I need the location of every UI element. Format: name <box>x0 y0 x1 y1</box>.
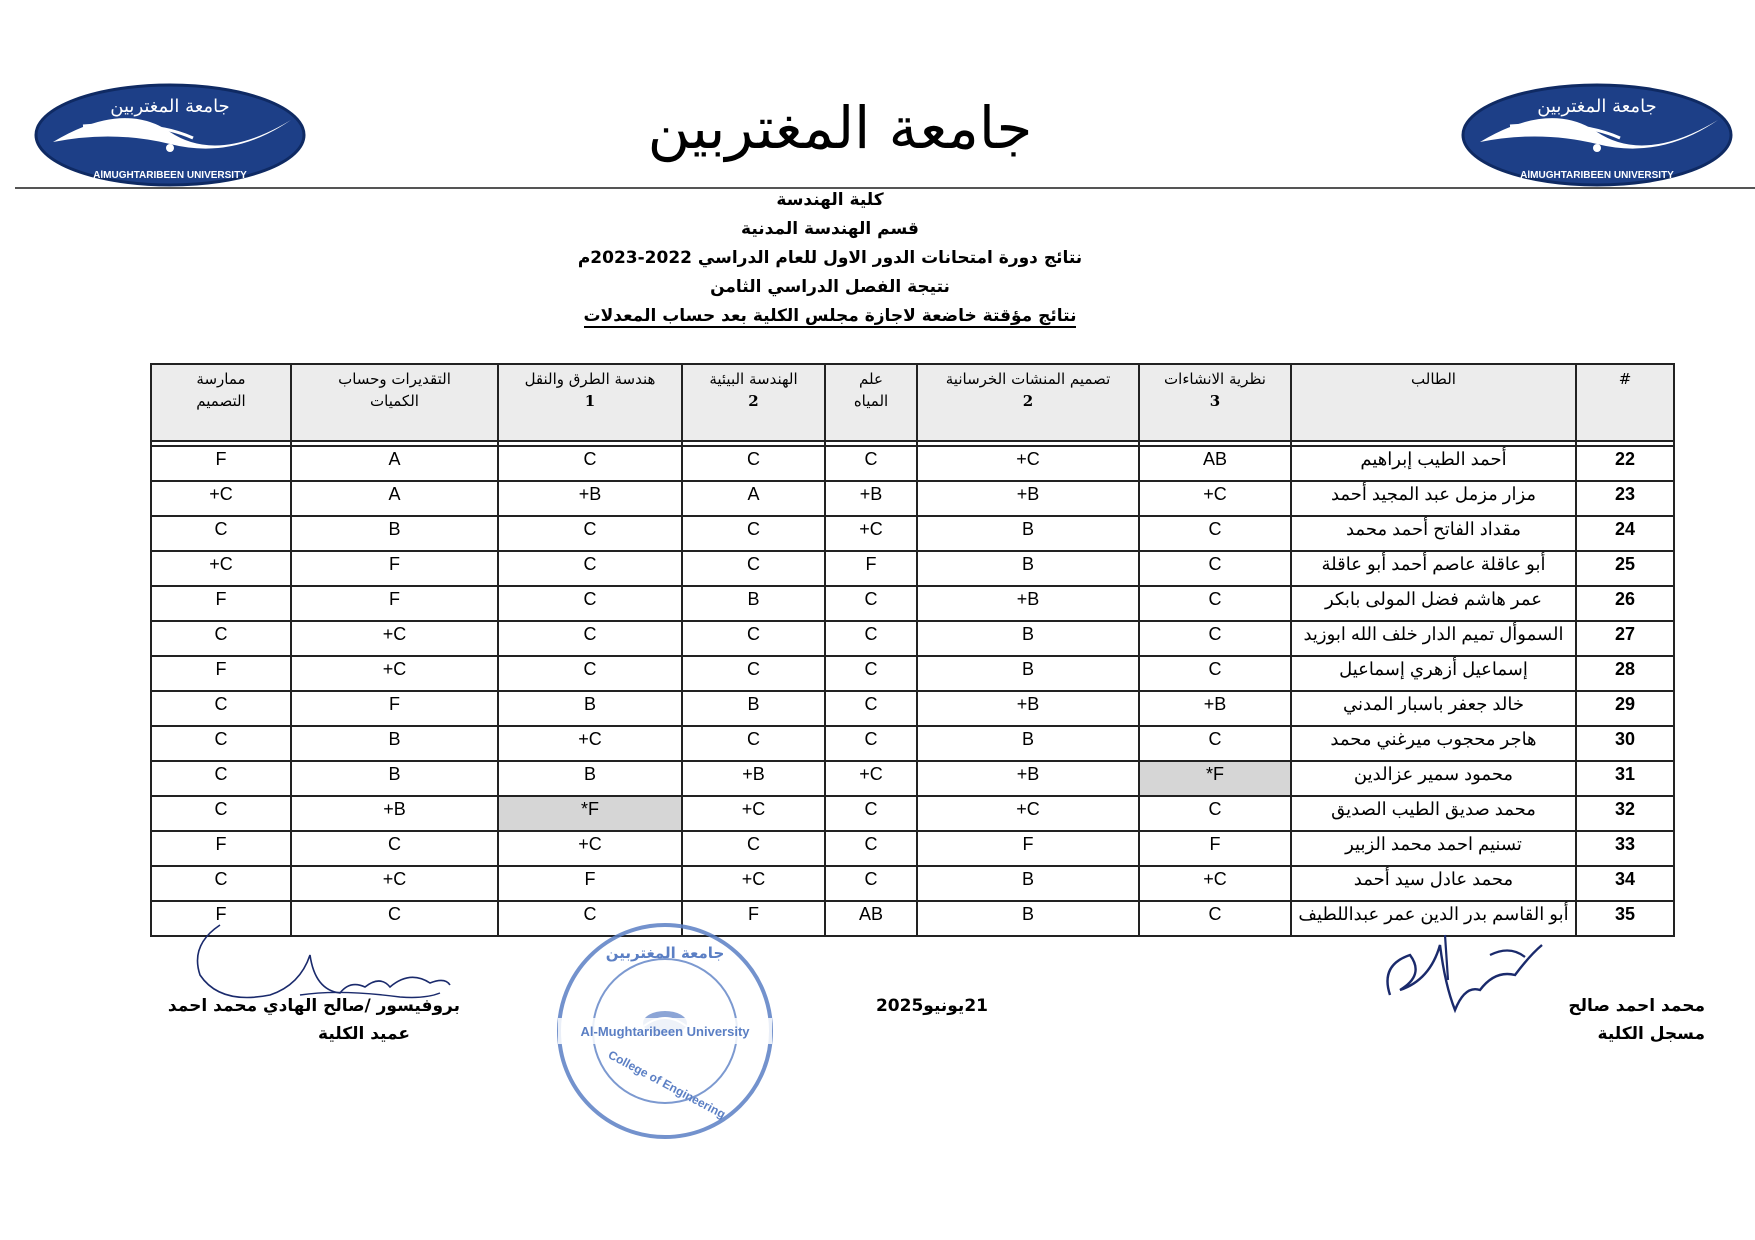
department-name: قسم الهندسة المدنية <box>741 219 919 239</box>
column-header <box>291 364 498 441</box>
grade-cell: B+ <box>917 586 1139 621</box>
grade-cell: F <box>291 586 498 621</box>
table-row <box>151 621 1674 656</box>
grade-cell: C <box>825 691 917 726</box>
grade-cell: B+ <box>917 691 1139 726</box>
grade-cell: F <box>151 901 291 936</box>
grade-cell: C <box>498 446 682 481</box>
column-header <box>825 364 917 441</box>
student-name: إسماعيل أزهري إسماعيل <box>1291 656 1576 691</box>
grade-cell: C <box>1139 621 1291 656</box>
column-header-line: هندسة الطرق والنقل <box>524 370 656 388</box>
row-number: 32 <box>1576 796 1674 831</box>
provisional-note-text: نتائج مؤقتة خاضعة لاجازة مجلس الكلية بعد حساب المعدلات <box>583 306 1077 326</box>
logo-english-text-right: AlMUGHTARIBEEN UNIVERSITY <box>1520 170 1674 181</box>
grade-cell: C <box>151 761 291 796</box>
university-title: جامعة المغتربين <box>647 94 1033 162</box>
stamp-arabic-text: جامعة المغتربين <box>605 944 725 962</box>
grade-cell: B+ <box>291 796 498 831</box>
column-header-line: علم <box>859 370 883 388</box>
student-name: محمد صديق الطيب الصديق <box>1291 796 1576 831</box>
column-header-line: التصميم <box>196 392 246 410</box>
table-row <box>151 516 1674 551</box>
student-name: خالد جعفر باسبار المدني <box>1291 691 1576 726</box>
grade-cell: B <box>917 866 1139 901</box>
grade-cell: C <box>682 831 825 866</box>
table-row <box>151 831 1674 866</box>
grade-cell: C <box>151 691 291 726</box>
table-row <box>151 586 1674 621</box>
row-number: 23 <box>1576 481 1674 516</box>
provisional-note <box>520 302 1140 331</box>
grade-cell: F* <box>1139 761 1291 796</box>
student-name: مزار مزمل عبد المجيد أحمد <box>1291 481 1576 516</box>
grade-cell: C <box>682 516 825 551</box>
stamp-college-text: College of Engineering <box>605 1047 728 1122</box>
grade-cell: C+ <box>917 446 1139 481</box>
grade-cell: B <box>291 761 498 796</box>
grade-cell: C+ <box>825 516 917 551</box>
grade-cell: C <box>682 446 825 481</box>
grade-cell: B <box>682 691 825 726</box>
grade-cell: B+ <box>1139 691 1291 726</box>
table-row <box>151 656 1674 691</box>
document-date: 21يونيو2025 <box>875 996 988 1016</box>
table-row <box>151 446 1674 481</box>
row-number: 35 <box>1576 901 1674 936</box>
grade-cell: C <box>1139 796 1291 831</box>
grade-cell: F <box>682 901 825 936</box>
row-number: 22 <box>1576 446 1674 481</box>
student-name: محمد عادل سيد أحمد <box>1291 866 1576 901</box>
grade-cell: C <box>498 621 682 656</box>
student-name: أحمد الطيب إبراهيم <box>1291 446 1576 481</box>
grade-cell: F <box>151 446 291 481</box>
registrar-name: محمد احمد صالح <box>1568 996 1705 1016</box>
grade-cell: C <box>151 796 291 831</box>
grade-cell: C <box>1139 516 1291 551</box>
grade-cell: B <box>917 621 1139 656</box>
student-name: عمر هاشم فضل المولى بابكر <box>1291 586 1576 621</box>
row-number: 34 <box>1576 866 1674 901</box>
grade-cell: C <box>682 621 825 656</box>
row-number: 25 <box>1576 551 1674 586</box>
grade-cell: C <box>1139 656 1291 691</box>
column-header-line: نظرية الانشاءات <box>1164 370 1266 388</box>
column-header <box>1291 364 1576 441</box>
table-row <box>151 481 1674 516</box>
column-header-line: المياه <box>853 392 889 410</box>
grade-cell: C+ <box>917 796 1139 831</box>
grade-cell: C+ <box>1139 866 1291 901</box>
grade-cell: B+ <box>917 761 1139 796</box>
grade-cell: B <box>917 551 1139 586</box>
grade-cell: F* <box>498 796 682 831</box>
column-header <box>1576 364 1674 441</box>
column-header <box>498 364 682 441</box>
grade-cell: C <box>498 516 682 551</box>
grade-cell: C+ <box>1139 481 1291 516</box>
grade-cell: C <box>825 586 917 621</box>
grade-cell: B <box>917 901 1139 936</box>
row-number: 29 <box>1576 691 1674 726</box>
grade-cell: C+ <box>825 761 917 796</box>
grade-cell: B <box>682 586 825 621</box>
university-logo-left <box>33 80 308 190</box>
grade-cell: C <box>1139 726 1291 761</box>
column-header-line: تصميم المنشات الخرسانية <box>945 370 1111 388</box>
table-header-row <box>151 364 1674 441</box>
row-number: 28 <box>1576 656 1674 691</box>
table-row <box>151 866 1674 901</box>
grade-cell: C <box>151 621 291 656</box>
column-header <box>1139 364 1291 441</box>
column-header-line: 2 <box>1022 392 1034 410</box>
column-header-line: الهندسة البيئية <box>709 370 798 388</box>
grade-cell: B+ <box>825 481 917 516</box>
column-header-line: 1 <box>584 392 596 410</box>
grade-cell: C <box>498 901 682 936</box>
grade-cell: F <box>498 866 682 901</box>
column-header-line: الطالب <box>1411 370 1456 388</box>
grade-cell: B <box>291 516 498 551</box>
grade-cell: C+ <box>498 726 682 761</box>
grade-cell: C <box>498 586 682 621</box>
exam-session-title: نتائج دورة امتحانات الدور الاول للعام الدراسي 2022-2023م <box>577 248 1083 268</box>
grade-cell: F <box>291 551 498 586</box>
grade-cell: C <box>825 866 917 901</box>
stamp-university-text: Al-Mughtaribeen University <box>580 1024 750 1039</box>
column-header-line: التقديرات وحساب <box>338 370 451 388</box>
column-header-line: الكميات <box>370 392 419 410</box>
row-number: 33 <box>1576 831 1674 866</box>
grade-cell: C+ <box>682 866 825 901</box>
grade-cell: C <box>291 831 498 866</box>
table-row <box>151 551 1674 586</box>
logo-arabic-text-right: جامعة المغتربين <box>1537 96 1657 117</box>
student-name: أبو عاقلة عاصم أحمد أبو عاقلة <box>1291 551 1576 586</box>
logo-arabic-text: جامعة المغتربين <box>110 96 230 117</box>
grade-cell: F <box>291 691 498 726</box>
registrar-signature <box>1370 925 1545 1020</box>
student-name: السموأل تميم الدار خلف الله ابوزيد <box>1291 621 1576 656</box>
grade-cell: C+ <box>498 831 682 866</box>
column-header <box>917 364 1139 441</box>
grade-cell: B <box>291 726 498 761</box>
dean-name: بروفيسور /صالح الهادي محمد احمد <box>167 996 460 1016</box>
grade-cell: C+ <box>291 656 498 691</box>
registrar-title: مسجل الكلية <box>1597 1024 1705 1044</box>
grade-cell: C <box>291 901 498 936</box>
student-name: هاجر محجوب ميرغني محمد <box>1291 726 1576 761</box>
logo-english-text: AlMUGHTARIBEEN UNIVERSITY <box>93 170 247 181</box>
row-number: 31 <box>1576 761 1674 796</box>
grade-cell: C <box>151 866 291 901</box>
dean-title: عميد الكلية <box>318 1024 410 1044</box>
grade-cell: C <box>825 796 917 831</box>
college-stamp <box>552 918 778 1144</box>
table-row <box>151 726 1674 761</box>
grade-cell: C <box>151 726 291 761</box>
grade-cell: F <box>151 831 291 866</box>
column-header <box>682 364 825 441</box>
table-row <box>151 796 1674 831</box>
grade-cell: B <box>917 516 1139 551</box>
grade-cell: C+ <box>151 551 291 586</box>
grade-cell: C <box>825 831 917 866</box>
student-name: أبو القاسم بدر الدين عمر عبداللطيف <box>1291 901 1576 936</box>
grade-cell: F <box>917 831 1139 866</box>
grade-cell: F <box>151 656 291 691</box>
student-name: تسنيم احمد محمد الزبير <box>1291 831 1576 866</box>
grade-cell: A <box>291 446 498 481</box>
grade-cell: C <box>1139 901 1291 936</box>
grade-cell: F <box>1139 831 1291 866</box>
row-number: 30 <box>1576 726 1674 761</box>
grade-cell: C <box>498 656 682 691</box>
column-header-line: # <box>1618 370 1632 388</box>
column-header-line: 2 <box>748 392 759 410</box>
grade-cell: C+ <box>151 481 291 516</box>
grade-cell: C <box>682 551 825 586</box>
row-number: 26 <box>1576 586 1674 621</box>
table-row <box>151 691 1674 726</box>
grade-cell: C <box>498 551 682 586</box>
grade-cell: AB <box>1139 446 1291 481</box>
grade-cell: B <box>917 726 1139 761</box>
grade-cell: B+ <box>917 481 1139 516</box>
grade-cell: C <box>151 516 291 551</box>
results-table <box>150 363 1675 937</box>
grade-cell: B+ <box>498 481 682 516</box>
student-name: مقداد الفاتح أحمد محمد <box>1291 516 1576 551</box>
grade-cell: A <box>682 481 825 516</box>
grade-cell: C <box>682 726 825 761</box>
grade-cell: C <box>825 726 917 761</box>
grade-cell: AB <box>825 901 917 936</box>
table-row <box>151 761 1674 796</box>
row-number: 24 <box>1576 516 1674 551</box>
column-header-line: 3 <box>1209 392 1221 410</box>
grade-cell: B <box>498 691 682 726</box>
grade-cell: F <box>151 586 291 621</box>
grade-cell: C <box>825 446 917 481</box>
grade-cell: A <box>291 481 498 516</box>
grade-cell: C+ <box>682 796 825 831</box>
column-header-line: ممارسة <box>196 370 246 388</box>
grade-cell: B <box>498 761 682 796</box>
student-name: محمود سمير عزالدين <box>1291 761 1576 796</box>
grade-cell: C <box>1139 586 1291 621</box>
column-header <box>151 364 291 441</box>
grade-cell: F <box>825 551 917 586</box>
faculty-name: كلية الهندسة <box>776 190 884 210</box>
document-heading <box>520 186 1140 331</box>
grade-cell: C <box>825 621 917 656</box>
grade-cell: C <box>825 656 917 691</box>
row-number: 27 <box>1576 621 1674 656</box>
grade-cell: C <box>682 656 825 691</box>
grade-cell: B+ <box>682 761 825 796</box>
grade-cell: C+ <box>291 621 498 656</box>
university-logo-right <box>1460 80 1735 190</box>
grade-cell: B <box>917 656 1139 691</box>
semester-title: نتيجة الفصل الدراسي الثامن <box>710 277 950 297</box>
grade-cell: C+ <box>291 866 498 901</box>
grade-cell: C <box>1139 551 1291 586</box>
